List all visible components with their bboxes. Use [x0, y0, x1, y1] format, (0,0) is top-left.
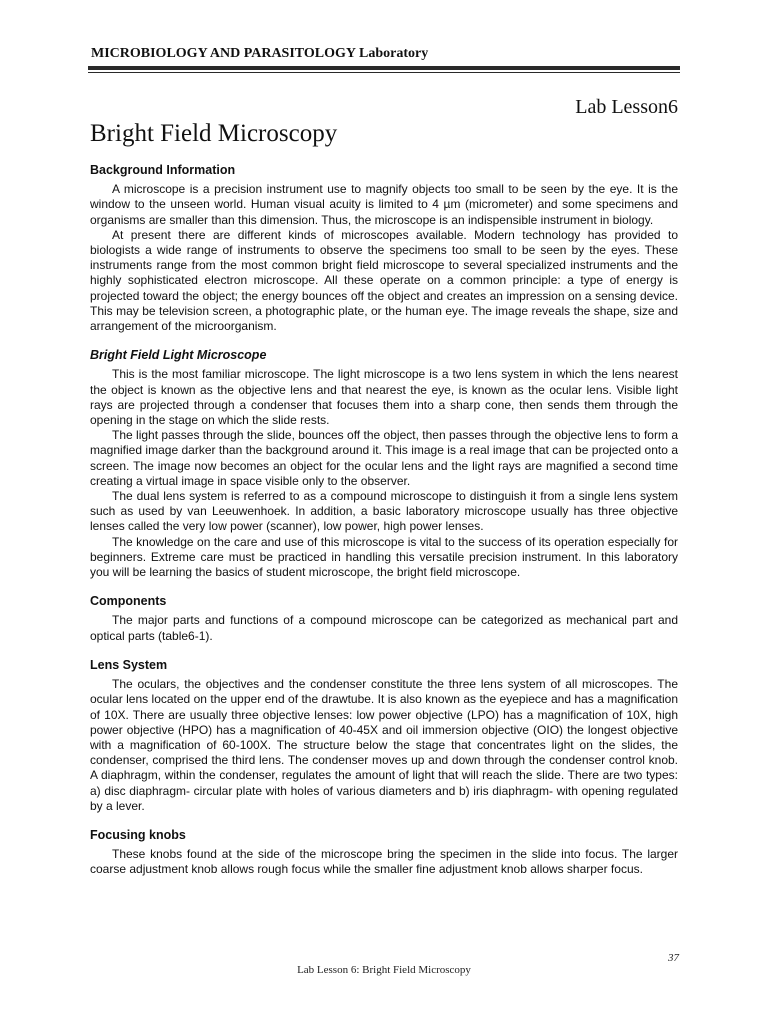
section-components — [90, 594, 678, 644]
section-heading: Components — [90, 594, 167, 609]
paragraph: The light passes through the slide, bounces off the object, then passes through the objective lens to form a magnified image darker than the background around it. This image is a real image that can be projected onto a screen. The image now becomes an object for the ocular lens and the light rays are magnified a second time creating a virtual image in space visible only to the observer. — [90, 428, 678, 488]
paragraph: A microscope is a precision instrument use to magnify objects too small to be seen by the eye. It is the window to the unseen world. Human visual acuity is limited to 4 µm (micrometer) and some specimens and organisms are smaller than this dimension. Thus, the microscope is an indispensible instrument in biology. — [90, 182, 678, 227]
page-number: 37 — [668, 952, 679, 964]
page-footer: Lab Lesson 6: Bright Field Microscopy — [297, 964, 471, 976]
header-rule-thin — [88, 72, 680, 73]
paragraph: The dual lens system is referred to as a compound microscope to distinguish it from a single lens system such as used by van Leeuwenhoek. In addition, a basic laboratory microscope usually has three objective lenses called the very low power (scanner), low power, high power lenses. — [90, 489, 678, 534]
document-body — [90, 163, 678, 892]
section-heading: Background Information — [90, 163, 236, 177]
paragraph: This is the most familiar microscope. The light microscope is a two lens system in which the lens nearest the object is known as the objective lens and that nearest the eye, is known as the ocular lens. Visible light rays are projected through a condenser that focuses them into a sharp cone, then sends them through the opening in the stage on which the slide rests. — [90, 367, 678, 428]
paragraph: At present there are different kinds of microscopes available. Modern technology has provided to biologists a wide range of instruments to observe the specimens too small to be seen by the eyes. These instruments range from the most common bright field microscope to several specialized instruments and the highly sophisticated electron microscope. All these operate on a common principle: a type of energy is projected toward the object; the energy bounces off the object and creates an impression on a sensing device. This may be television screen, a photographic plate, or the human eye. The image reveals the shape, size and arrangement of the microorganism. — [90, 227, 678, 334]
paragraph: These knobs found at the side of the microscope bring the specimen in the slide into focus. The larger coarse adjustment knob allows rough focus while the smaller fine adjustment knob allows sharper focus. — [90, 847, 678, 877]
section-heading: Lens System — [90, 657, 168, 672]
page-title: Bright Field Microscopy — [90, 120, 338, 147]
section-focusing-knobs — [90, 828, 678, 878]
section-heading: Focusing knobs — [90, 827, 186, 842]
running-header: MICROBIOLOGY AND PARASITOLOGY Laboratory — [91, 46, 429, 61]
section-heading: Bright Field Light Microscope — [90, 348, 267, 363]
header-rule-thick — [88, 66, 680, 70]
paragraph: The major parts and functions of a compound microscope can be categorized as mechanical part and optical parts (table6-1). — [90, 613, 678, 643]
paragraph: The oculars, the objectives and the condenser constitute the three lens system of all microscopes. The ocular lens located on the upper end of the drawtube. It is also known as the eyepiece and has a magnification of 10X. There are usually three objective lenses: low power objective (LPO) has a magnification of 10X, high power objective (HPO) has a magnification of 40-45X and oil immersion objective (OIO) the longest objective with a magnification of 60-100X. The structure below the stage that concentrates light on the slides, the condenser, comprised the third lens. The condenser moves up and down through the condenser control knob. A diaphragm, within the condenser, regulates the amount of light that will reach the slide. There are two types: a) disc diaphragm- circular plate with holes of various diameters and b) iris diaphragm- with opening regulated by a lever. — [90, 677, 678, 813]
section-background — [90, 163, 678, 334]
section-lens-system — [90, 658, 678, 814]
lab-lesson-label: Lab Lesson6 — [575, 96, 678, 118]
paragraph: The knowledge on the care and use of this microscope is vital to the success of its operation especially for beginners. Extreme care must be practiced in handling this versatile precision instrument. In this laboratory you will be learning the basics of student microscope, the bright field microscope. — [90, 534, 678, 580]
section-bright-field — [90, 348, 678, 580]
